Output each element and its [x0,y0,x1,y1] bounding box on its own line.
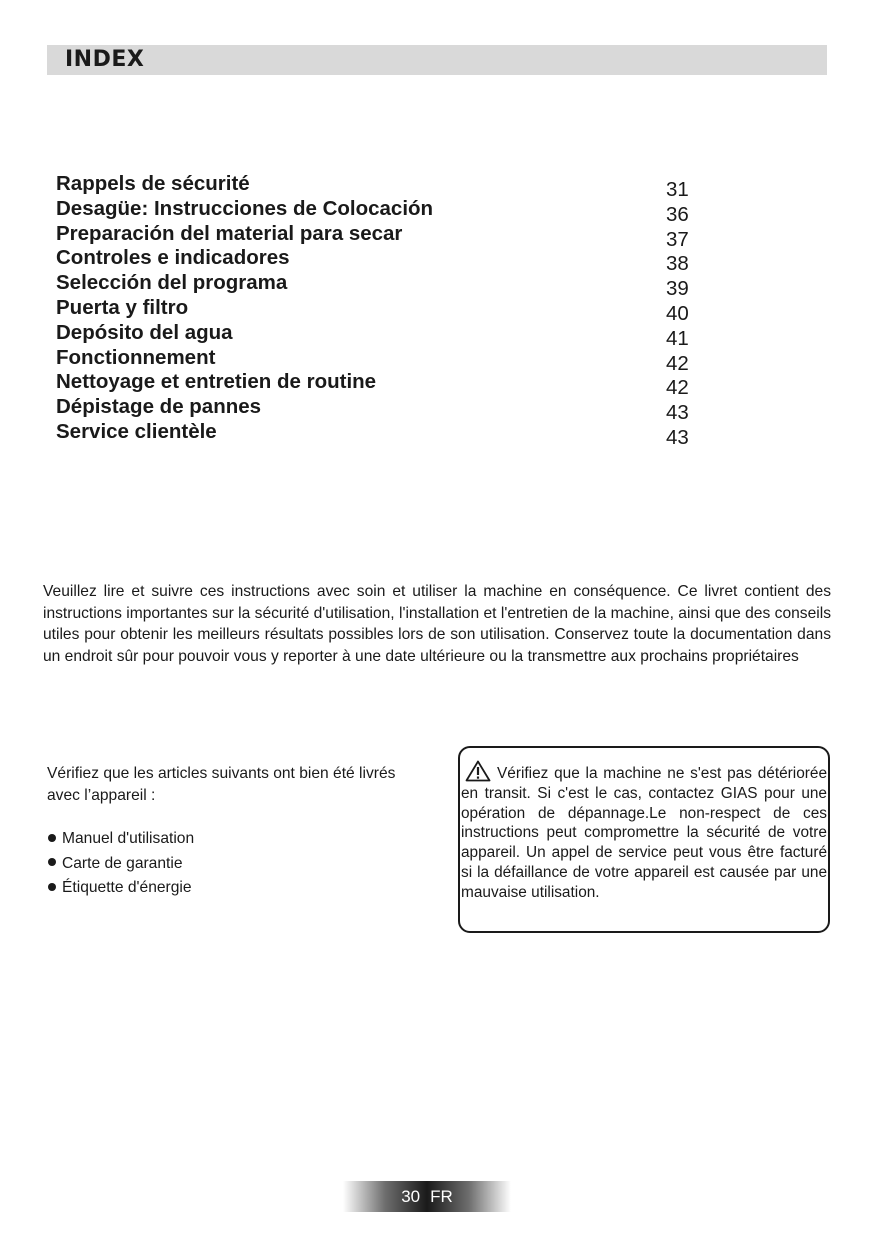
toc-entry-page: 37 [666,227,689,251]
toc-entry-page: 42 [666,351,689,375]
warning-triangle-icon [465,760,491,782]
toc-entry-title: Selección del programa [56,271,288,295]
bullet-icon [48,858,56,866]
toc-entry-title: Service clientèle [56,419,217,443]
bullet-icon [48,883,56,891]
warning-text: Vérifiez que la machine ne s'est pas détériorée en transit. Si c'est le cas, contactez GIAS pour une opération de dépannage.Le non-respect de ces instructions peut compromettre la sécurité de votre appareil. Un appel de service peut vous être facturé si la défaillance de votre appareil est causée par une mauvaise utilisation. [461,765,827,901]
bullet-icon [48,834,56,842]
list-item [47,876,427,901]
list-item-label: Manuel d'utilisation [62,830,195,847]
toc-entry-page: 42 [666,376,689,400]
checklist-intro: Vérifiez que les articles suivants ont bien été livrés avec l’appareil : [47,765,396,804]
toc-entry-page: 41 [666,326,689,350]
toc-entry-title: Puerta y filtro [56,295,189,319]
toc-entry-title: Desagüe: Instrucciones de Colocación [56,196,434,220]
toc-entry-page: 31 [666,178,689,201]
toc-pages-column [666,178,726,451]
checklist-items [47,827,427,901]
warning-box [458,746,830,933]
toc-entry-page: 43 [666,425,689,449]
toc-entry-title: Rappels de sécurité [56,172,250,195]
toc-entry-page: 36 [666,202,689,226]
toc-entry-page: 43 [666,401,689,425]
toc-entry-title: Nettoyage et entretien de routine [56,370,377,394]
page-title: INDEX [65,47,145,72]
warning-paragraph [461,760,827,903]
page-footer [343,1181,511,1212]
toc-entry-page: 40 [666,301,689,325]
toc-entry-title: Dépistage de pannes [56,395,262,419]
toc-entry-title: Fonctionnement [56,345,216,369]
list-item-label: Carte de garantie [62,854,183,872]
toc-titles-column [56,172,616,445]
toc-entry-title: Preparación del material para secar [56,221,403,245]
page-number: 30 [401,1187,421,1206]
toc-entry-title: Controles e indicadores [56,246,290,270]
intro-paragraph: Veuillez lire et suivre ces instructions avec soin et utiliser la machine en conséquence. Ce livret contient des instructions importantes sur la sécurité d'utilisation, l'installation et l'entretien de la machine, ainsi que des conseils utiles pour obtenir les meilleurs résultats possibles lors de son utilisation. Conservez toute la documentation dans un endroit sûr pour pouvoir vous y reporter à une date ultérieure ou la transmettre aux prochains propriétaires [43,583,831,665]
toc-entry-title: Depósito del agua [56,320,233,344]
index-header-bar [47,45,827,75]
toc-entry-page: 39 [666,277,689,301]
delivery-checklist [47,763,427,901]
list-item-label: Étiquette d'énergie [62,879,192,896]
list-item [47,827,427,852]
list-item [47,852,427,877]
toc-entry-page: 38 [666,252,689,276]
language-code: FR [430,1187,453,1206]
